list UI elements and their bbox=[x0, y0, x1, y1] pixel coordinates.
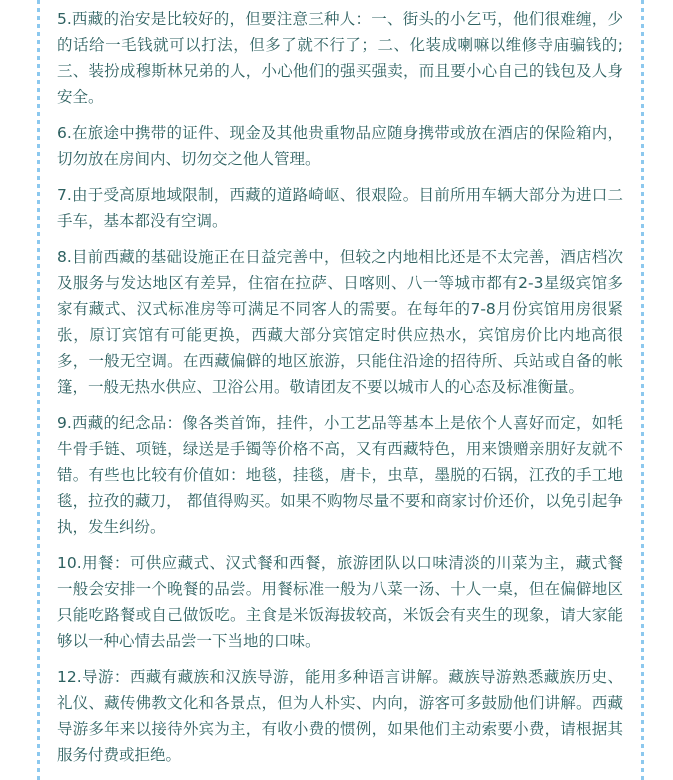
paragraph-7: 7.由于受高原地域限制，西藏的道路崎岖、很艰险。目前所用车辆大部分为进口二手车，基本都没有空调。 bbox=[57, 186, 623, 230]
dotted-border-left bbox=[37, 0, 40, 780]
paragraph-10: 10.用餐：可供应藏式、汉式餐和西餐，旅游团队以口味清淡的川菜为主，藏式餐一般会安排一个晚餐的品尝。用餐标准一般为八菜一汤、十人一桌，但在偏僻地区只能吃路餐或自己做饭吃。主食是米饭海拔较高，米饭会有夹生的现象，请大家能够以一种心情去品尝一下当地的口味。 bbox=[57, 554, 623, 650]
paragraph-5: 5.西藏的治安是比较好的，但要注意三种人：一、街头的小乞丐，他们很难缠，少的话给一毛钱就可以打法，但多了就不行了；二、化装成喇嘛以维修寺庙骗钱的;三、装扮成穆斯林兄弟的人，小心他们的强买强卖，而且要小心自己的钱包及人身安全。 bbox=[57, 10, 623, 106]
paragraph-9: 9.西藏的纪念品：像各类首饰，挂件，小工艺品等基本上是依个人喜好而定，如牦牛骨手链、项链，绿送是手镯等价格不高，又有西藏特色，用来馈赠亲朋好友就不错。有些也比较有价值如：地毯，挂毯，唐卡，虫草，墨脱的石锅，江孜的手工地毯，拉孜的藏刀， 都值得购买。如果不购物尽量不要和商家讨价还价，以免引起争执，发生纠纷。 bbox=[57, 414, 623, 536]
paragraph-8: 8.目前西藏的基础设施正在日益完善中，但较之内地相比还是不太完善，酒店档次及服务与发达地区有差异，住宿在拉萨、日喀则、八一等城市都有2-3星级宾馆多家有藏式、汉式标准房等可满足不同客人的需要。在每年的7-8月份宾馆用房很紧张，原订宾馆有可能更换，西藏大部分宾馆定时供应热水，宾馆房价比内地高很多，一般无空调。在西藏偏僻的地区旅游，只能住沿途的招待所、兵站或自备的帐篷，一般无热水供应、卫浴公用。敬请团友不要以城市人的心态及标准衡量。 bbox=[57, 248, 623, 396]
paragraph-12: 12.导游：西藏有藏族和汉族导游，能用多种语言讲解。藏族导游熟悉藏族历史、礼仪、藏传佛教文化和各景点，但为人朴实、内向，游客可多鼓励他们讲解。西藏导游多年来以接待外宾为主，有收小费的惯例，如果他们主动索要小费，请根据其服务付费或拒绝。 bbox=[57, 668, 623, 764]
paragraph-6: 6.在旅途中携带的证件、现金及其他贵重物品应随身携带或放在酒店的保险箱内，切勿放在房间内、切勿交之他人管理。 bbox=[57, 124, 623, 168]
dotted-border-right bbox=[641, 0, 644, 780]
notes-content bbox=[57, 6, 623, 778]
